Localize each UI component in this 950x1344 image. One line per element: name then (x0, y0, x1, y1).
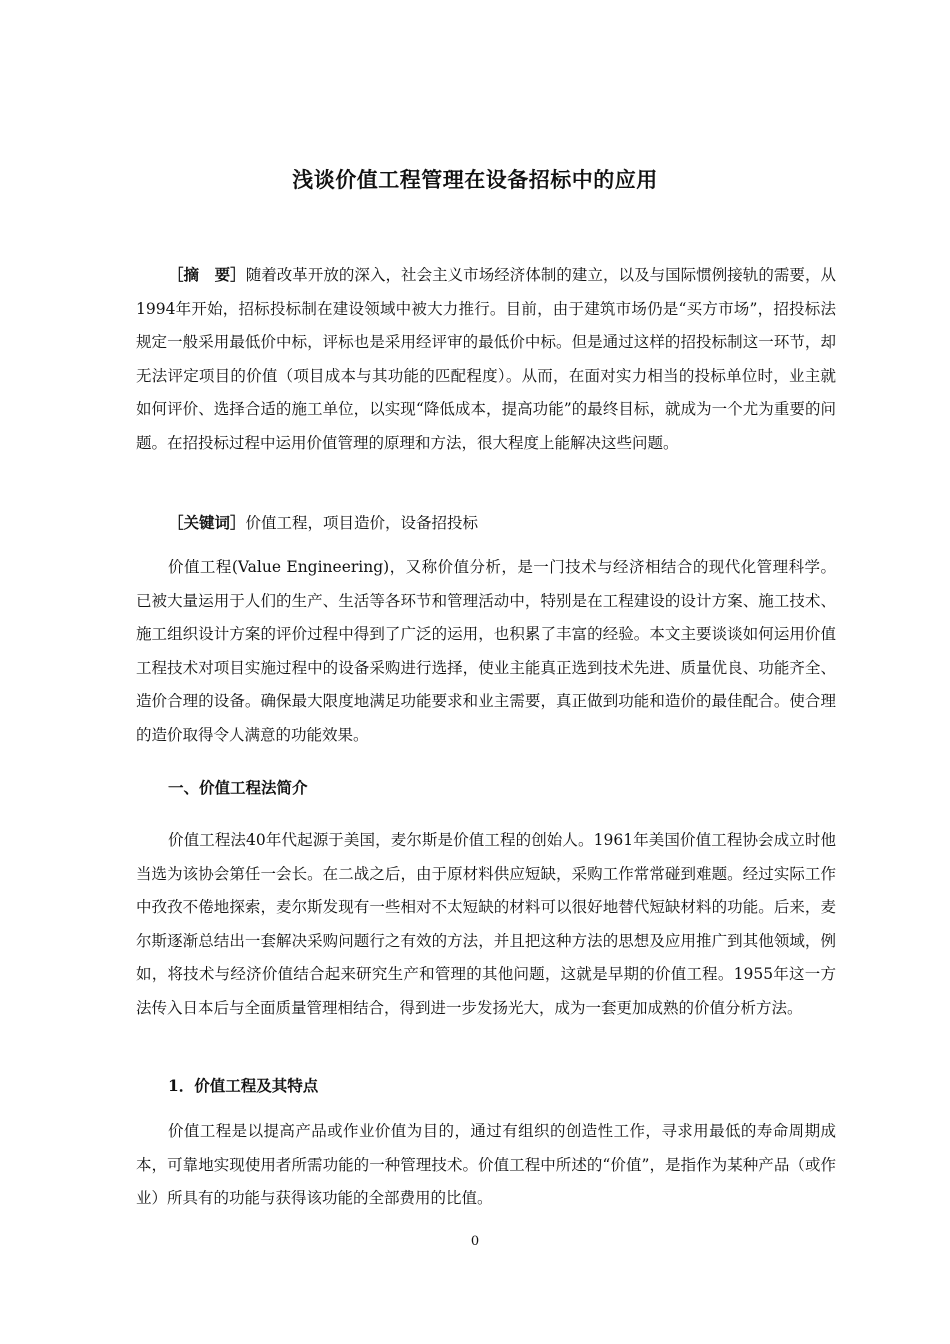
keywords-text: 价值工程，项目造价，设备招投标 (245, 514, 479, 532)
section-paragraph: 价值工程法40年代起源于美国，麦尔斯是价值工程的创始人。1961年美国价值工程协会成立时他当选为该协会第任一会长。在二战之后，由于原材料供应短缺，采购工作常常碰到难题。经过实际工作中孜孜不倦地探索，麦尔斯发现有一些相对不太短缺的材料可以很好地替代短缺材料的功能。后来，麦尔斯逐渐总结出一套解决采购问题行之有效的方法，并且把这种方法的思想及应用推广到其他领域，例如，将技术与经济价值结合起来研究生产和管理的其他问题，这就是早期的价值工程。1955年这一方法传入日本后与全面质量管理相结合，得到进一步发扬光大，成为一套更加成熟的价值分析方法。 (136, 831, 836, 1017)
abstract-text: 随着改革开放的深入，社会主义市场经济体制的建立，以及与国际惯例接轨的需要，从1994年开始，招标投标制在建设领域中被大力推行。目前，由于建筑市场仍是“买方市场”，招投标法规定一般采用最低价中标，评标也是采用经评审的最低价中标。但是通过这样的招投标制这一环节，却无法评定项目的价值（项目成本与其功能的匹配程度）。从而，在面对实力相当的投标单位时，业主就如何评价、选择合适的施工单位，以实现“降低成本，提高功能”的最终目标，就成为一个尤为重要的问题。在招投标过程中运用价值管理的原理和方法，很大程度上能解决这些问题。 (136, 266, 836, 452)
document-title: 浅谈价值工程管理在设备招标中的应用 (292, 167, 658, 192)
intro-paragraph: 价值工程(Value Engineering)，又称价值分析，是一门技术与经济相结合的现代化管理科学。已被大量运用于人们的生产、生活等各环节和管理活动中，特别是在工程建设的设计方案、施工技术、施工组织设计方案的评价过程中得到了广泛的运用，也积累了丰富的经验。本文主要谈谈如何运用价值工程技术对项目实施过程中的设备采购进行选择，使业主能真正选到技术先进、质量优良、功能齐全、造价合理的设备。确保最大限度地满足功能要求和业主需要，真正做到功能和造价的最佳配合。使合理的造价取得令人满意的功能效果。 (136, 558, 836, 744)
keywords-paragraph (136, 506, 836, 541)
keywords-label: ［关键词］ (168, 513, 246, 532)
section-heading: 一、价值工程法简介 (168, 778, 308, 797)
page-number: 0 (470, 1234, 480, 1249)
abstract-label: ［摘 要］ (168, 265, 246, 284)
subsection-paragraph: 价值工程是以提高产品或作业价值为目的，通过有组织的创造性工作，寻求用最低的寿命周期成本，可靠地实现使用者所需功能的一种管理技术。价值工程中所述的“价值”，是指作为某种产品（或作业）所具有的功能与获得该功能的全部费用的比值。 (136, 1122, 836, 1207)
subsection-heading: 1．价值工程及其特点 (168, 1076, 319, 1095)
abstract-paragraph (136, 258, 836, 460)
